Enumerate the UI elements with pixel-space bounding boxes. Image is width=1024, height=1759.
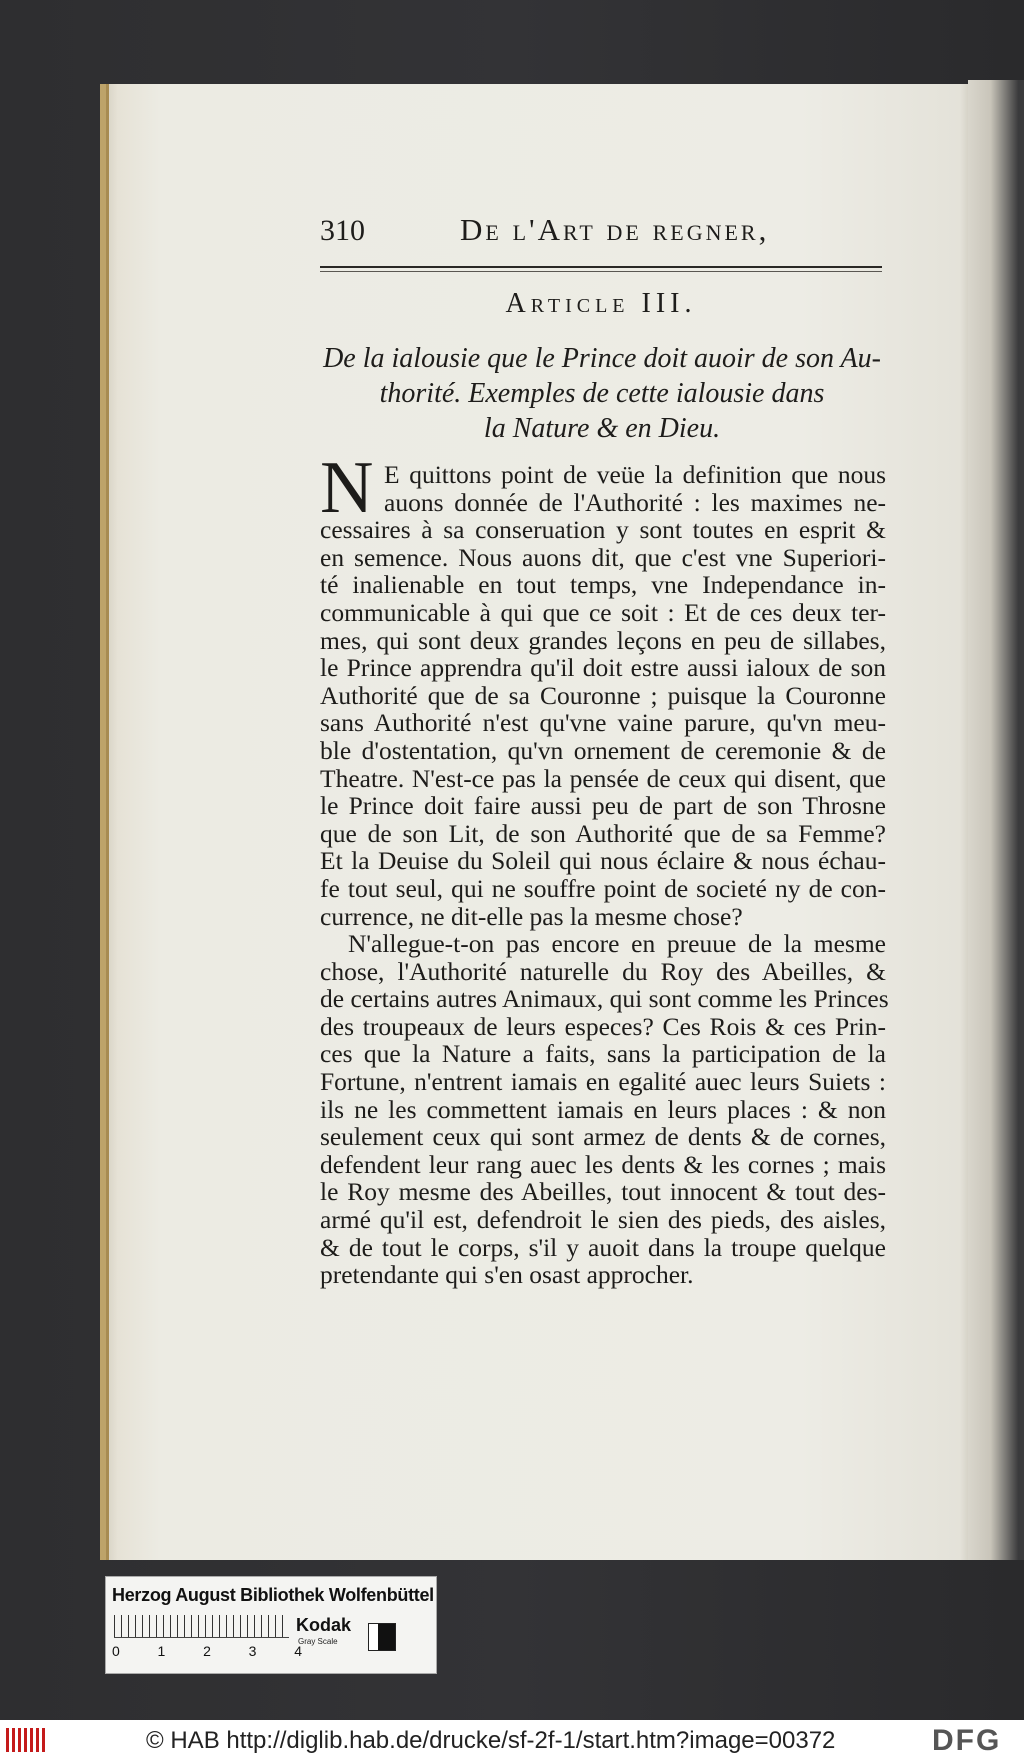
ruler-number: 2 <box>203 1643 211 1659</box>
gray-scale-patch <box>368 1623 396 1651</box>
text-line: & de tout le corps, s'il y auoit dans la troupe quelque <box>320 1232 886 1262</box>
text-line: que de son Lit, de son Authorité que de sa Femme? <box>320 818 886 848</box>
text-line: Authorité que de sa Couronne ; puisque la Couronne <box>320 680 886 710</box>
text-line: chose, l'Authorité naturelle du Roy des Abeilles, & <box>320 956 886 986</box>
text-line: defendent leur rang auec les dents & les cornes ; mais <box>320 1149 886 1179</box>
page-number: 310 <box>320 214 365 247</box>
subtitle-line: De la ialousie que le Prince doit auoir de son Au- <box>323 343 881 374</box>
text-line: pretendante qui s'en osast approcher. <box>320 1260 694 1290</box>
footer-credit-link[interactable]: © HAB http://diglib.hab.de/drucke/sf-2f-1/start.htm?image=00372 <box>146 1727 836 1754</box>
running-title: De l'Art de regner, <box>460 212 770 247</box>
text-line: auons donnée de l'Authorité : les maximes ne- <box>384 487 886 517</box>
text-line: currence, ne dit-elle pas la mesme chose? <box>320 901 743 931</box>
ruler-number: 1 <box>157 1643 166 1659</box>
text-line: communicable à qui que ce soit : Et de ces deux ter- <box>320 597 886 627</box>
text-line: ils ne les commettent iamais en leurs places : & non <box>320 1094 886 1124</box>
scale-ruler <box>114 1615 289 1638</box>
body-text <box>320 460 889 1290</box>
text-line: Et la Deuise du Soleil qui nous éclaire & nous échau- <box>320 846 886 876</box>
subtitle-line: thorité. Exemples de cette ialousie dans <box>379 378 825 409</box>
dfg-logo: DFG <box>932 1724 1002 1757</box>
paragraph-1 <box>320 461 886 930</box>
text-line: seulement ceux qui sont armez de dents & de cornes, <box>320 1122 886 1152</box>
text-line: armé qu'il est, defendroit le sien des pieds, des aisles, <box>320 1205 886 1235</box>
text-line: de certains autres Animaux, qui sont comme les Princes <box>320 984 889 1014</box>
text-line: té inalienable en tout temps, vne Independance in- <box>320 570 886 600</box>
article-subtitle <box>318 341 886 446</box>
ruler-numbers <box>112 1643 302 1659</box>
ruler-number: 4 <box>294 1643 302 1659</box>
text-line: ces que la Nature a faits, sans la participation de la <box>320 1039 886 1069</box>
ruler-number: 0 <box>112 1643 120 1659</box>
text-line: fe tout seul, qui ne souffre point de societé ny de con- <box>320 873 886 903</box>
paragraph-2 <box>320 929 889 1290</box>
text-line: E quittons point de veüe la definition que nous <box>384 460 886 489</box>
text-line: le Roy mesme des Abeilles, tout innocent & tout des- <box>320 1177 886 1207</box>
running-head <box>320 212 882 252</box>
library-name: Herzog August Bibliothek Wolfenbüttel <box>112 1585 434 1605</box>
gray-scale-label: Gray Scale <box>298 1637 338 1646</box>
text-line: ble d'ostentation, qu'vn ornement de ceremonie & de <box>320 735 886 765</box>
text-line: des troupeaux de leurs especes? Ces Rois & ces Prin- <box>320 1011 886 1041</box>
text-line: en semence. Nous auons dit, que c'est vne Superiori- <box>320 542 886 572</box>
hab-logo-icon <box>6 1728 46 1752</box>
text-line: Fortune, n'entrent iamais en egalité auec leurs Suiets : <box>320 1067 886 1097</box>
library-color-chart <box>105 1576 437 1674</box>
ruler-number: 3 <box>248 1643 257 1659</box>
facing-page-edge <box>968 80 1024 1560</box>
text-line: le Prince apprendra qu'il doit estre aussi ialoux de son <box>320 653 886 683</box>
text-line: mes, qui sont deux grandes leçons en peu de sillabes, <box>320 625 886 655</box>
text-line: le Prince doit faire aussi peu de part de son Throsne <box>320 791 886 821</box>
text-line: Theatre. N'est-ce pas la pensée de ceux qui disent, que <box>320 763 886 793</box>
text-line: N'allegue-t-on pas encore en preuue de la mesme <box>348 929 886 959</box>
header-rule <box>320 266 882 268</box>
kodak-logo: Kodak <box>296 1615 352 1635</box>
article-heading: Article III. <box>505 288 697 319</box>
footer-bar <box>0 1720 1024 1759</box>
text-line: sans Authorité n'est qu'vne vaine parure, qu'vn meu- <box>320 708 886 738</box>
header-rule-thin <box>320 271 882 272</box>
drop-cap: N <box>320 447 374 529</box>
text-line: cessaires à sa conseruation y sont toutes en esprit & <box>320 515 886 545</box>
subtitle-line: la Nature & en Dieu. <box>483 413 721 444</box>
